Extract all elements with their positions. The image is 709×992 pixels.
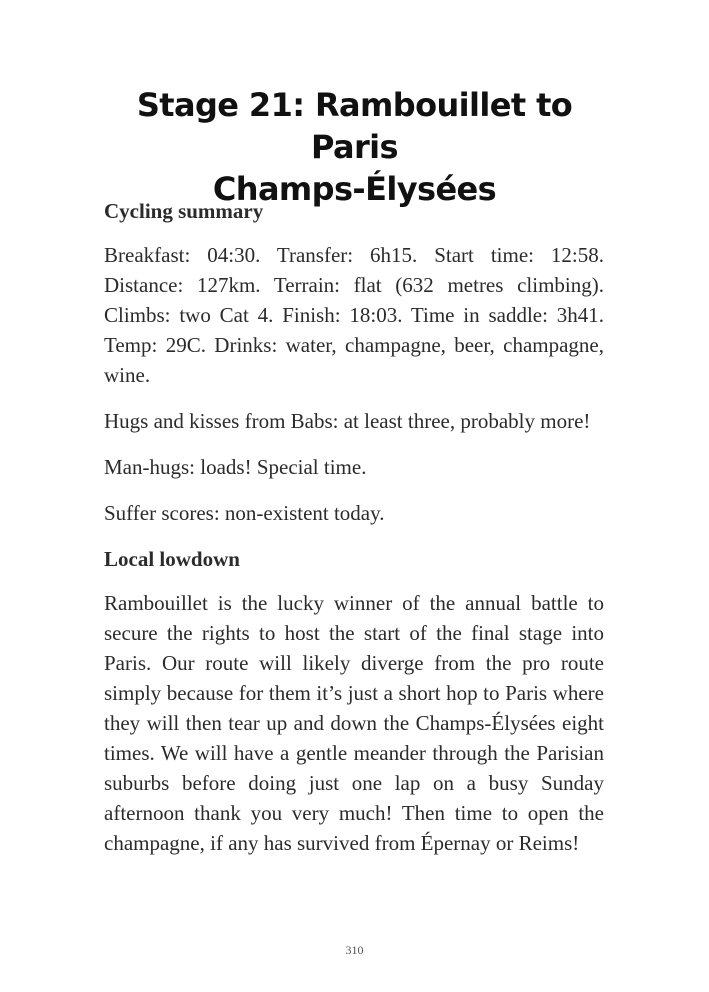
page-number: 310 (345, 943, 364, 957)
cycling-summary-heading: Cycling summary (104, 199, 264, 223)
local-lowdown-heading: Local lowdown (104, 547, 240, 571)
page-title-line-2: Champs-Élysées (212, 170, 497, 208)
page-title (90, 84, 619, 210)
page-title-line-1: Stage 21: Rambouillet to Paris (136, 86, 573, 166)
cycling-summary-stats: Breakfast: 04:30. Transfer: 6h15. Start time: 12:58. Distance: 127km. Terrain: flat (632 metres climbing). Climbs: two Cat 4. Finish: 18:03. Time in saddle: 3h41. Temp: 29C. Drinks: water, champagne, beer, champagne, wine. (104, 243, 604, 387)
page-content (104, 196, 604, 874)
hugs-paragraph: Hugs and kisses from Babs: at least three, probably more! (104, 409, 591, 433)
local-lowdown-paragraph: Rambouillet is the lucky winner of the annual battle to secure the rights to host the start of the final stage into Paris. Our route will likely diverge from the pro route simply because for them it’s just a short hop to Paris where they will then tear up and down the Champs-Élysées eight times. We will have a gentle meander through the Parisian suburbs before doing just one lap on a busy Sunday afternoon thank you very much! Then time to open the champagne, if any has survived from Épernay or Reims! (104, 591, 604, 855)
man-hugs-paragraph: Man-hugs: loads! Special time. (104, 455, 367, 479)
suffer-scores-paragraph: Suffer scores: non-existent today. (104, 501, 385, 525)
